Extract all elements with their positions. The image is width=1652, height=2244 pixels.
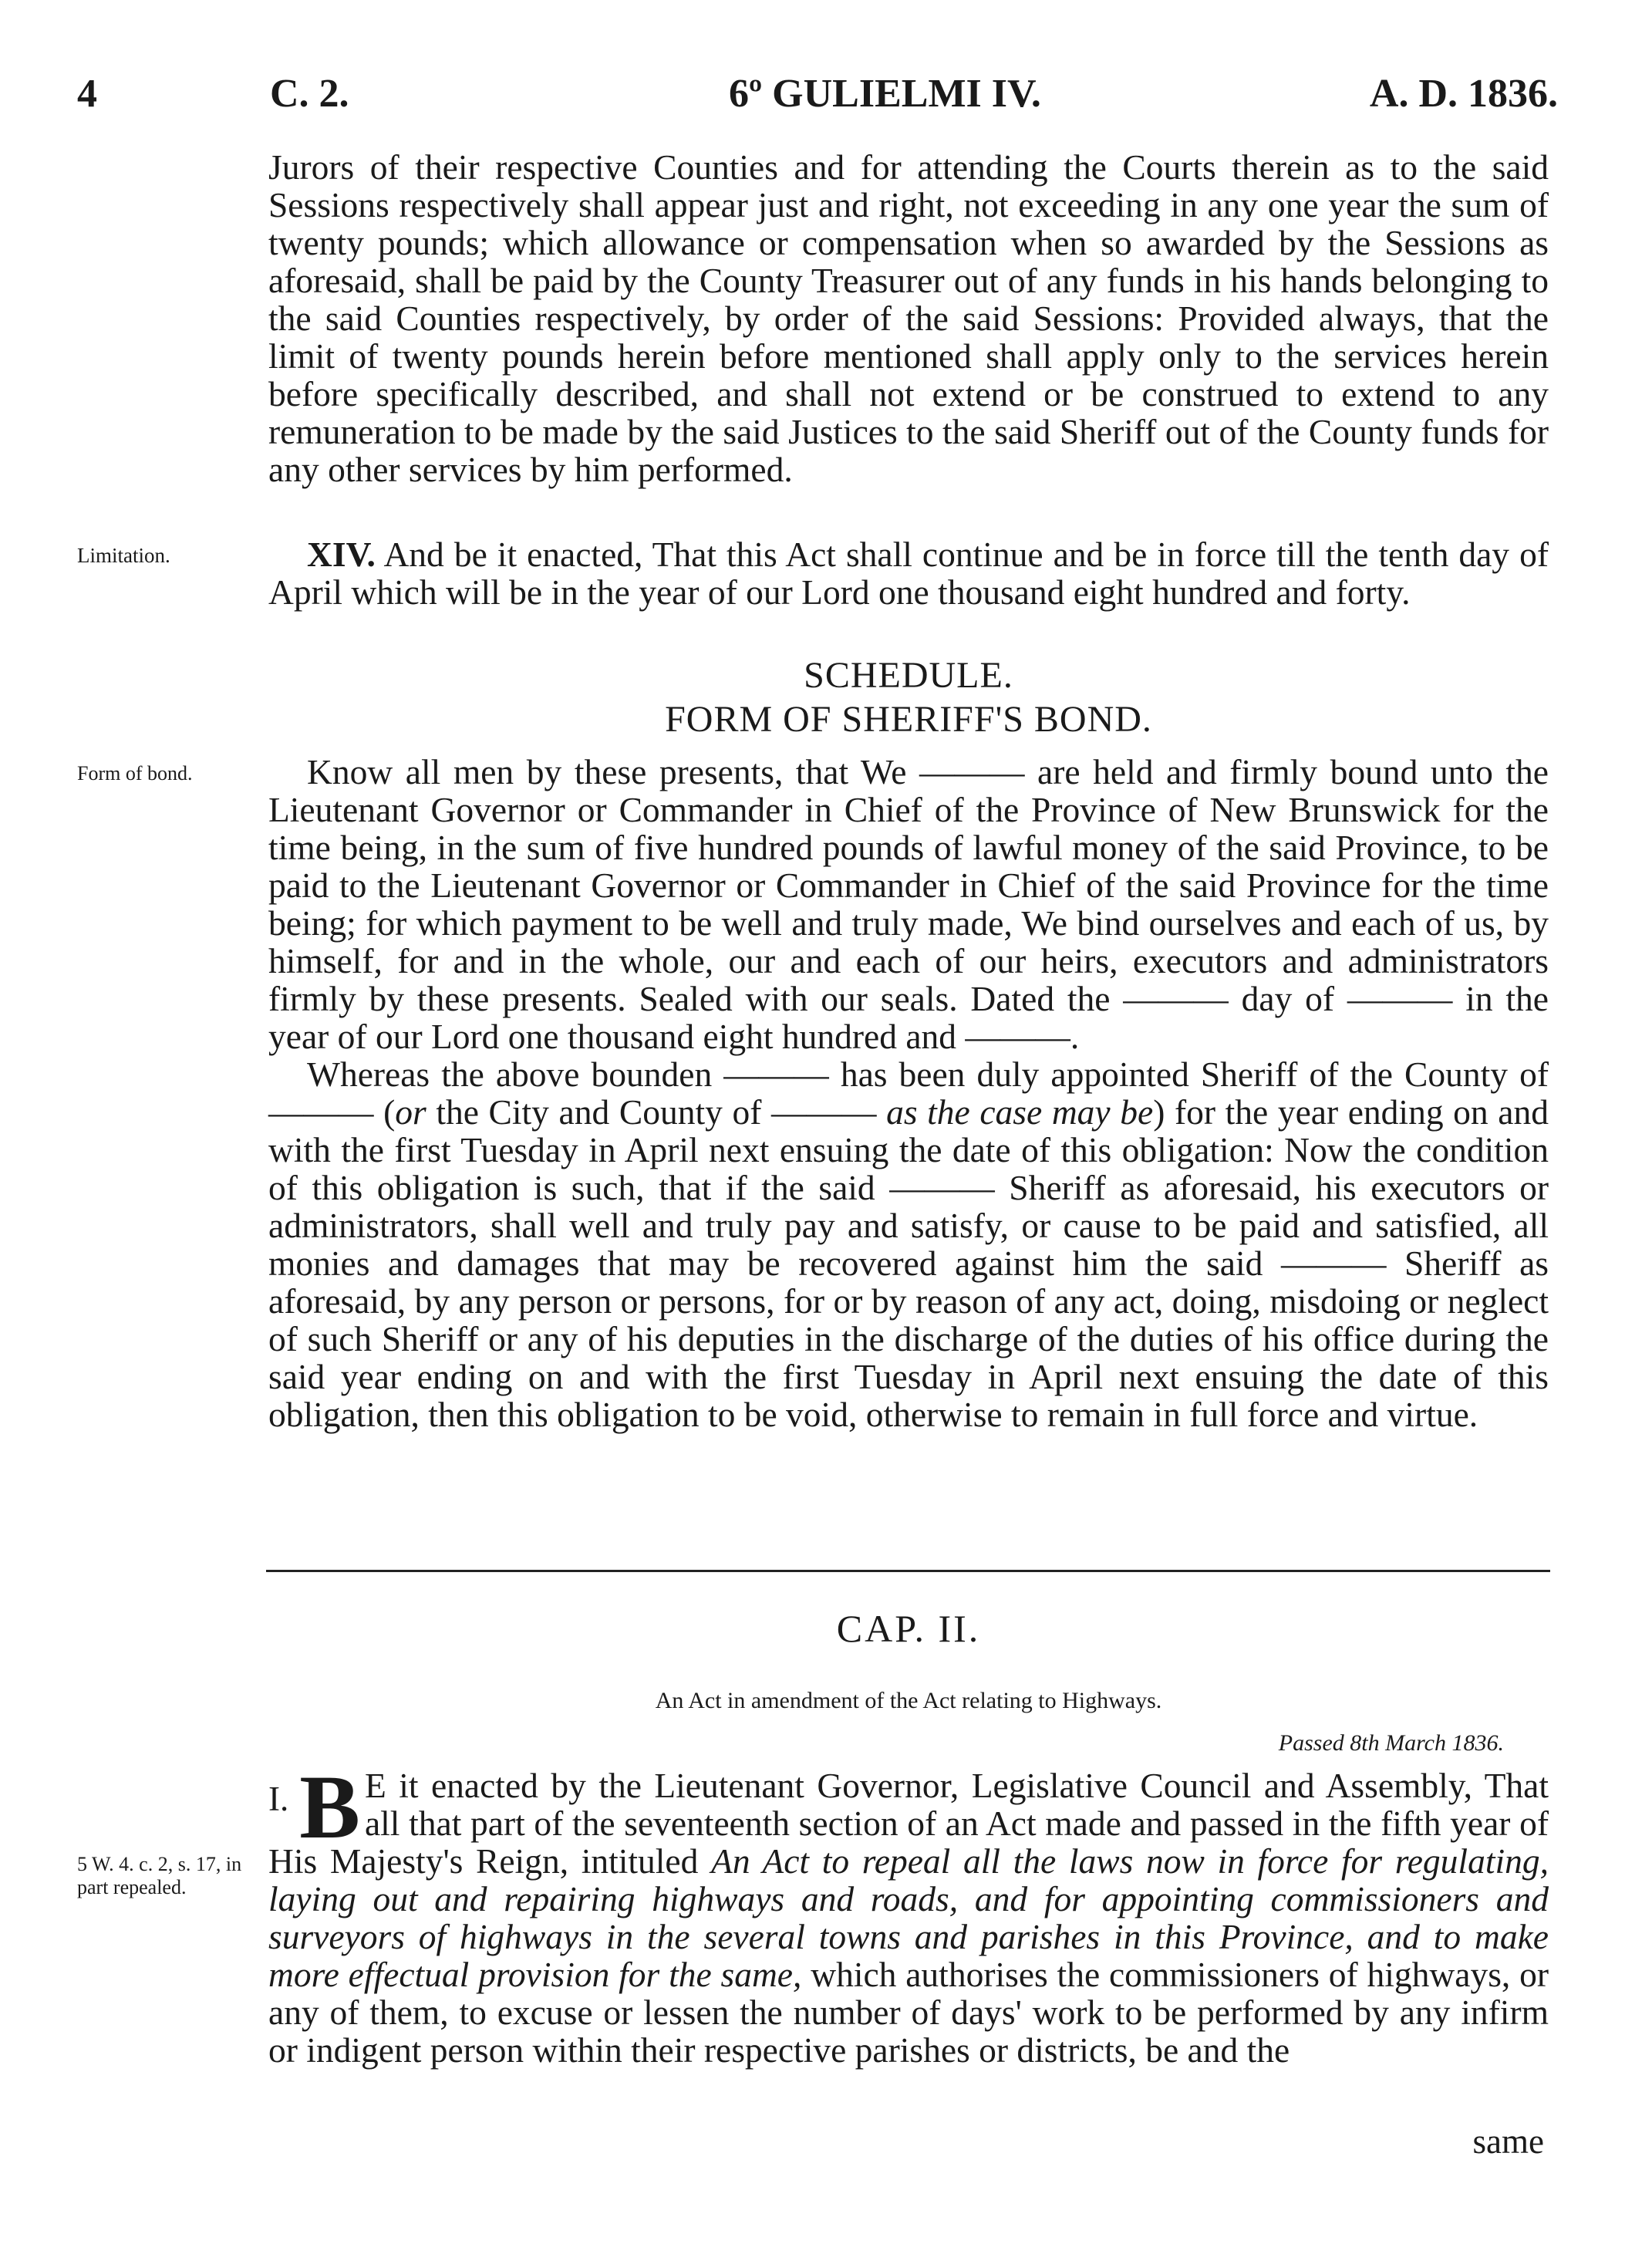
section-number: I. — [268, 1780, 289, 1818]
margin-note-limitation: Limitation. — [77, 544, 170, 567]
bond-paragraph-1: Know all men by these presents, that We ——— are held and firmly bound unto the Lieutenant Governor or Commander in Chief of the Province of New Brunswick for the time being, in the sum of five hundred pounds of lawful money of the said Province, to be paid to the Lieutenant Governor or Commander in Chief of the said Province for the time being; for which payment to be well and truly made, We bind ourselves and each of us, by himself, for and in the whole, our and each of our heirs, executors and administrators firmly by these presents. Sealed with our seals. Dated the ——— day of ——— in the year of our Lord one thousand eight hundred and ———. — [268, 752, 1549, 1056]
page-number: 4 — [77, 72, 97, 116]
section-13-text: Jurors of their respective Counties and for attending the Courts therein as to the said Sessions respectively shall appear just and right, not exceeding in any one year the sum of twenty pounds; which allowance or compensation when so awarded by the Sessions as aforesaid, shall be paid by the County Treasurer out of any funds in his hands belonging to the said Counties respectively, by order of the said Sessions: Provided always, that the limit of twenty pounds herein before mentioned shall apply only to the services herein before specifically described, and shall not extend or be construed to extend to any remuneration to be made by the said Justices to the said Sheriff out of the County funds for any other services by him performed. — [268, 147, 1549, 489]
chapter-2-section-1 — [268, 1756, 1549, 2070]
passed-date: Passed 8th March 1836. — [1278, 1730, 1504, 1756]
repealed-act-title: An Act to repeal all the laws now in force for regulating, laying out and repairing highways and roads, and for appointing commissioners and surveyors of highways in the several towns and parishes in this Province, and to make more effectual provision for the same, — [268, 1841, 1549, 1994]
chapter-label: C. 2. — [270, 72, 349, 116]
chapter-2-section-1-paragraph: I. B E it enacted by the Lieutenant Governor, Legislative Council and Assembly, That all that part of the seventeenth section of an Act made and passed in the fifth year of His Majesty's Reign, intituled An Act to repeal all the laws now in force for regulating, laying out and repairing highways and roads, and for appointing commissioners and surveyors of highways in the several towns and parishes in this Province, and to make more effectual provision for the same, which authorises the commissioners of highways, or any of them, to excuse or lessen the number of days' work to be performed by any infirm or indigent person within their respective parishes or districts, be and the — [268, 1756, 1549, 2070]
year-label: A. D. 1836. — [1369, 72, 1558, 116]
margin-note-repealed: 5 W. 4. c. 2, s. 17, in part repealed. — [77, 1853, 242, 1898]
bond-form — [268, 753, 1549, 1433]
section-divider — [266, 1570, 1550, 1572]
section-13-continued — [268, 148, 1549, 488]
reign-title: 6º GULIELMI IV. — [729, 72, 1041, 116]
section-14-text: And be it enacted, That this Act shall continue and be in force till the tenth day of April which will be in the year of our Lord one thousand eight hundred and forty. — [268, 535, 1549, 612]
schedule-heading: SCHEDULE. — [804, 655, 1013, 696]
bond-paragraph-2: Whereas the above bounden ——— has been duly appointed Sheriff of the County of ——— (or the City and County of ——— as the case may be) for the year ending on and with the first Tuesday in April next ensuing the date of this obligation: Now the condition of this obligation is such, that if the said ——— Sheriff as aforesaid, his executors or administrators, shall well and truly pay and satisfy, or cause to be paid and satisfied, all monies and damages that may be recovered against him the said ——— Sheriff as aforesaid, by any person or persons, for or by reason of any act, doing, misdoing or neglect of such Sheriff or any of his deputies in the discharge of the duties of his office during the said year ending on and with the first Tuesday in April next ensuing the date of this obligation, then this obligation to be void, otherwise to remain in full force and virtue. — [268, 1055, 1549, 1434]
chapter-heading: CAP. II. — [836, 1607, 981, 1650]
running-header — [77, 71, 1558, 125]
act-title: An Act in amendment of the Act relating to Highways. — [655, 1688, 1162, 1713]
section-14 — [268, 535, 1549, 611]
section-14-numeral: XIV. — [307, 535, 376, 574]
catchword: same — [1472, 2122, 1544, 2161]
section-14-paragraph — [268, 535, 1549, 611]
drop-cap: B — [299, 1756, 360, 1858]
schedule-subheading: FORM OF SHERIFF'S BOND. — [665, 699, 1152, 740]
margin-note-form-of-bond: Form of bond. — [77, 762, 193, 785]
